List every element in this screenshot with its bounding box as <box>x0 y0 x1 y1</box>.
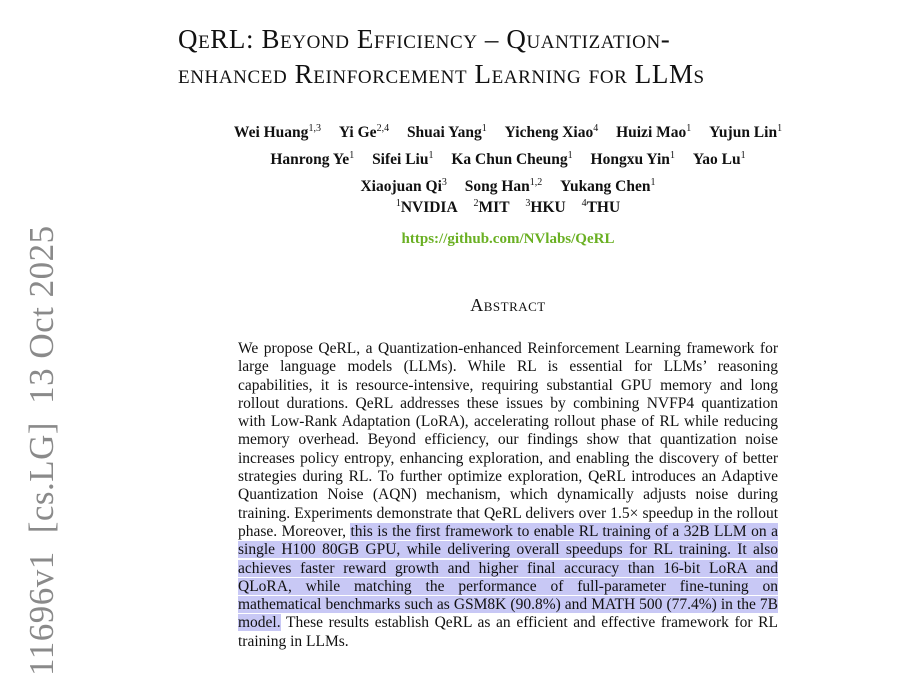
author: Hongxu Yin$^1$ <box>590 150 675 169</box>
author: Yicheng Xiao$^4$ <box>504 123 599 142</box>
affiliation: $^3$HKU <box>525 198 566 217</box>
author: Song Han$^{1,2}$ <box>464 177 543 196</box>
author: Yukang Chen$^1$ <box>560 177 656 196</box>
affiliation: $^4$THU <box>581 198 621 217</box>
paper-title <box>178 22 878 92</box>
author: Huizi Mao$^1$ <box>616 123 692 142</box>
abstract-highlighted-text: this is the first framework to enable RL training of a 32B LLM on a single H100 80GB GPU, while delivering overall speedups for RL training. It also achieves faster reward growth and higher final accuracy than 16-bit LoRA and QLoRA, while matching the performance of full-parameter fine-tuning on mathematical benchmarks such as GSM8K (90.8%) and MATH 500 (77.4%) in the 7B model. <box>238 522 778 632</box>
author: Yi Ge$^{2,4}$ <box>338 123 390 142</box>
abstract-text: We propose QeRL, a Quantization-enhanced Reinforcement Learning framework for large language models (LLMs). While RL is essential for LLMs’ reasoning capabilities, it is resource-intensive, requiring substantial GPU memory and long rollout durations. QeRL addresses these issues by combining NVFP4 quantization with Low-Rank Adaptation (LoRA), accelerating rollout phase of RL while reducing memory overhead. Beyond efficiency, our findings show that quantization noise increases policy entropy, enhancing exploration, and enabling the discovery of better strategies during RL. To further optimize exploration, QeRL introduces an Adaptive Quantization Noise (AQN) mechanism, which dynamically adjusts noise during training. Experiments demonstrate that QeRL delivers over 1.5× speedup in the rollout phase. Moreover, <box>238 340 778 540</box>
github-link[interactable]: https://github.com/NVlabs/QeRL <box>401 231 615 247</box>
arxiv-id: 11696v1 <box>22 551 61 676</box>
affiliation: $^1$NVIDIA <box>395 198 458 217</box>
arxiv-category: [cs.LG] <box>22 421 61 534</box>
abstract-body <box>238 340 778 651</box>
arxiv-date: 13 Oct 2025 <box>22 225 61 404</box>
abstract-text-end: These results establish QeRL as an efficient and effective framework for RL training in LLMs. <box>238 614 778 650</box>
author: Wei Huang$^{1,3}$ <box>233 123 321 142</box>
author: Xiaojuan Qi$^3$ <box>360 177 447 196</box>
affiliation: $^2$MIT <box>473 198 510 217</box>
author: Ka Chun Cheung$^1$ <box>451 150 573 169</box>
author-row-1 <box>178 117 838 144</box>
title-line-2: enhanced Reinforcement Learning for LLMs <box>178 59 705 89</box>
title-line-1: QeRL: Beyond Efficiency – Quantization- <box>178 24 671 54</box>
abstract-heading: Abstract <box>470 295 546 315</box>
author-row-2 <box>178 144 838 171</box>
arxiv-side-stamp <box>22 207 62 676</box>
author: Yao Lu$^1$ <box>692 150 746 169</box>
author: Sifei Liu$^1$ <box>372 150 434 169</box>
author-list <box>178 117 838 198</box>
author: Hanrong Ye$^1$ <box>270 150 355 169</box>
author: Yujun Lin$^1$ <box>709 123 783 142</box>
affiliation-list <box>178 198 838 217</box>
author: Shuai Yang$^1$ <box>406 123 487 142</box>
author-row-3 <box>178 171 838 198</box>
